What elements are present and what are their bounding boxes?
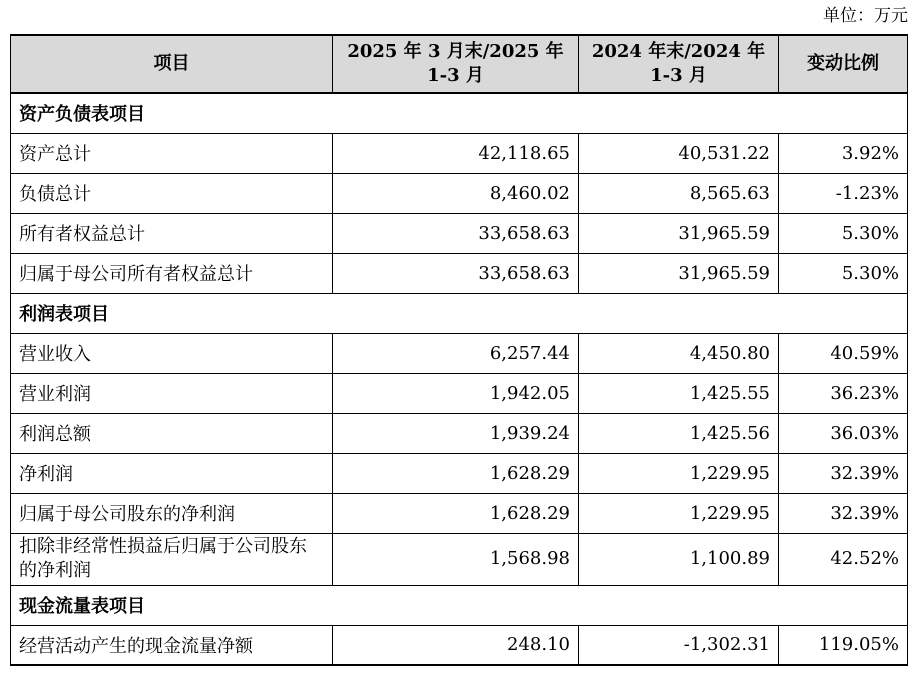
row-name: 利润总额: [11, 413, 333, 453]
row-value-2025: 6,257.44: [333, 333, 579, 373]
section-row: [11, 585, 908, 625]
unit-label: 单位：万元: [823, 6, 908, 26]
table-row: [11, 173, 908, 213]
row-value-2024: 40,531.22: [579, 133, 779, 173]
row-value-2025: 8,460.02: [333, 173, 579, 213]
table-row: [11, 413, 908, 453]
row-name: 扣除非经常性损益后归属于公司股东的净利润: [11, 533, 333, 585]
row-value-2024: 1,425.55: [579, 373, 779, 413]
row-value-2025: 42,118.65: [333, 133, 579, 173]
row-name: 归属于母公司所有者权益总计: [11, 253, 333, 293]
table-row: [11, 133, 908, 173]
row-change: 3.92%: [779, 133, 908, 173]
section-title: 现金流量表项目: [11, 585, 908, 625]
row-change: 119.05%: [779, 625, 908, 665]
row-name: 所有者权益总计: [11, 213, 333, 253]
row-name: 归属于母公司股东的净利润: [11, 493, 333, 533]
section-row: [11, 93, 908, 133]
row-value-2024: 31,965.59: [579, 213, 779, 253]
row-value-2025: 33,658.63: [333, 253, 579, 293]
table-row: [11, 625, 908, 665]
row-name: 负债总计: [11, 173, 333, 213]
row-value-2024: 8,565.63: [579, 173, 779, 213]
row-change: 36.23%: [779, 373, 908, 413]
row-value-2025: 248.10: [333, 625, 579, 665]
row-value-2025: 1,939.24: [333, 413, 579, 453]
financial-table: [10, 34, 908, 666]
row-value-2024: 4,450.80: [579, 333, 779, 373]
header-change: 变动比例: [779, 35, 908, 93]
section-row: [11, 293, 908, 333]
table-row: [11, 493, 908, 533]
header-item: 项目: [11, 35, 333, 93]
section-title: 利润表项目: [11, 293, 908, 333]
row-change: 42.52%: [779, 533, 908, 585]
row-name: 营业利润: [11, 373, 333, 413]
row-change: -1.23%: [779, 173, 908, 213]
row-change: 5.30%: [779, 253, 908, 293]
row-name: 净利润: [11, 453, 333, 493]
table-row: [11, 373, 908, 413]
row-value-2024: 1,425.56: [579, 413, 779, 453]
table-row: [11, 533, 908, 585]
header-row: [11, 35, 908, 93]
row-value-2024: 1,229.95: [579, 493, 779, 533]
row-value-2025: 1,942.05: [333, 373, 579, 413]
row-value-2025: 1,568.98: [333, 533, 579, 585]
header-period-2025: [333, 35, 579, 93]
row-name: 营业收入: [11, 333, 333, 373]
row-value-2025: 1,628.29: [333, 453, 579, 493]
row-change: 40.59%: [779, 333, 908, 373]
row-value-2024: -1,302.31: [579, 625, 779, 665]
header-period-2024-line2: 1-3 月: [650, 65, 707, 86]
section-title: 资产负债表项目: [11, 93, 908, 133]
row-value-2024: 31,965.59: [579, 253, 779, 293]
table-row: [11, 453, 908, 493]
row-name: 资产总计: [11, 133, 333, 173]
table-row: [11, 333, 908, 373]
row-name: 经营活动产生的现金流量净额: [11, 625, 333, 665]
header-period-2024: [579, 35, 779, 93]
header-period-2025-line2: 1-3 月: [427, 65, 484, 86]
row-change: 5.30%: [779, 213, 908, 253]
table-row: [11, 253, 908, 293]
row-change: 32.39%: [779, 493, 908, 533]
row-value-2025: 1,628.29: [333, 493, 579, 533]
table-row: [11, 213, 908, 253]
row-value-2024: 1,100.89: [579, 533, 779, 585]
header-period-2024-line1: 2024 年末/2024 年: [591, 41, 766, 62]
row-change: 32.39%: [779, 453, 908, 493]
row-change: 36.03%: [779, 413, 908, 453]
row-value-2024: 1,229.95: [579, 453, 779, 493]
header-period-2025-line1: 2025 年 3 月末/2025 年: [347, 41, 564, 62]
row-value-2025: 33,658.63: [333, 213, 579, 253]
